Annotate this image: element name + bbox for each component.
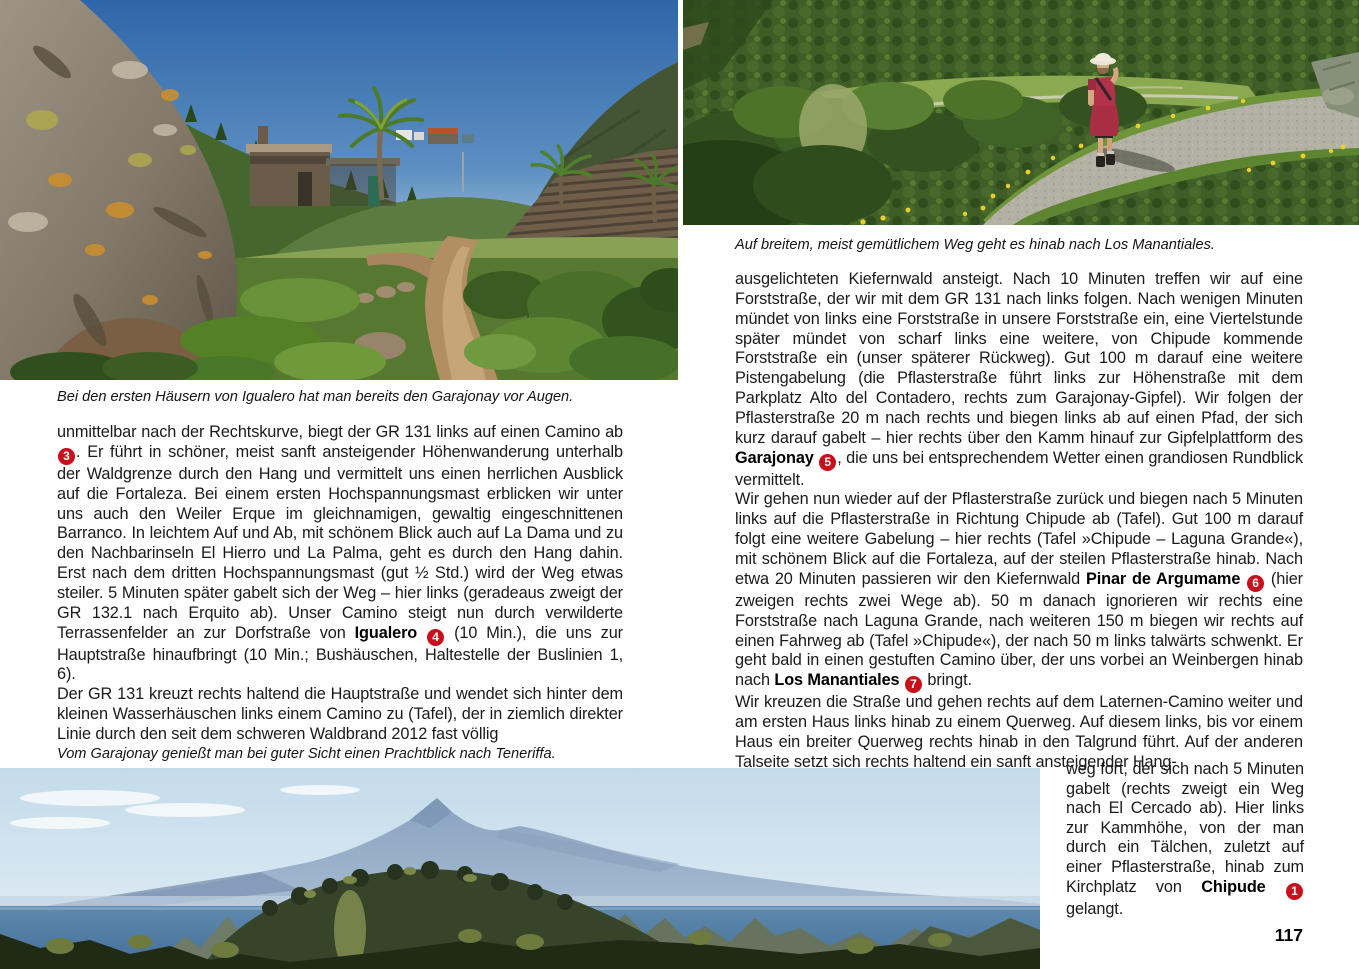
paragraph-route-igualero bbox=[57, 423, 623, 685]
photo-igualero-trail bbox=[0, 0, 678, 380]
left-text-column bbox=[57, 423, 623, 745]
body-text: (10 Min.), die uns zur Hauptstraße hinaufbringt (10 Min.; Bushäuschen, Haltestelle der Buslinien 1, 6). bbox=[57, 623, 623, 684]
body-text: Wir gehen nun wieder auf der Pflasterstraße zurück und biegen nach 5 Minuten links auf die Pflasterstraße in Richtung Chipude ab (Tafel). Gut 100 m darauf folgt eine weitere Gabelung – hier rechts (Tafel »Chipude – Laguna Grande«), mit schönem Blick auf die Fortaleza, auf der steilen Pflasterstraße hinab. Nach etwa 20 Minuten passieren wir den Kiefernwald bbox=[735, 490, 1303, 588]
body-text: gelangt. bbox=[1066, 899, 1124, 918]
place-name: Pinar de Argumame bbox=[1085, 569, 1247, 588]
place-name: Chipude bbox=[1201, 877, 1285, 896]
route-marker-7: 7 bbox=[905, 676, 922, 693]
caption-top-left: Bei den ersten Häusern von Igualero hat man bereits den Garajonay vor Augen. bbox=[57, 389, 574, 405]
place-name: Igualero bbox=[354, 623, 427, 642]
page-number: 117 bbox=[1274, 925, 1303, 945]
body-text: (hier zweigen rechts zwei Wege ab). 50 m danach ignorieren wir rechts eine Forststraße nach Laguna Grande, nach weiteren 150 m biegen wir rechts auf einen Fahrweg ab (Tafel »Chipude«), der nach 50 m links talwärts schwenkt. Er geht bald in einen gestuften Camino über, der uns vorbei an Weinbergen hinab nach bbox=[735, 569, 1304, 690]
paragraph-gr131-crossing bbox=[57, 685, 623, 745]
photo-teneriffa-panorama bbox=[0, 768, 1040, 969]
body-text: ausgelichteten Kiefernwald ansteigt. Nach 10 Minuten treffen wir auf eine Forststraße, der wir mit dem GR 131 nach links folgen. Nach wenigen Minuten mündet von links eine Forststraße in unsere Forststraße ein, eine Viertelstunde später mündet von scharf links eine weitere, von Chipude kommende Forststraße ein (unser späterer Rückweg). Gut 100 m darauf eine weitere Pistengabelung (die Pflasterstraße führt links zur Höhenstraße mit dem Parkplatz Alto del Contadero, rechts zum Garajonay-Gipfel). Wir folgen der Pflasterstraße 20 m nach rechts und biegen links ab auf einen Pfad, der sich kurz darauf gabelt – hier rechts über den Kamm hinauf zur Gipfelplattform des bbox=[735, 270, 1303, 447]
route-marker-5: 5 bbox=[819, 454, 836, 471]
body-text: , die uns bei entsprechendem Wetter einen grandiosen Rundblick vermittelt. bbox=[735, 448, 1303, 489]
body-text: bringt. bbox=[922, 671, 972, 690]
right-text-column bbox=[735, 270, 1303, 773]
caption-top-right: Auf breitem, meist gemütlichem Weg geht es hinab nach Los Manantiales. bbox=[735, 237, 1215, 253]
body-text: Wir kreuzen die Straße und gehen rechts auf dem Laternen-Camino weiter und am ersten Haus links hinab zu einem Querweg. Auf diesem links, bis vor einem Haus ein breiter Querweg rechts hinab in den Talgrund führt. Auf der anderen Talseite setzt sich rechts haltend ein sanft ansteigender Hang- bbox=[735, 693, 1303, 771]
photo-hiker-road bbox=[683, 0, 1359, 225]
body-text: . Er führt in schöner, meist sanft ansteigender Höhenwanderung unterhalb der Waldgrenze durch den Hang und vermittelt uns einen herrlichen Ausblick auf die Fortaleza. Bei einem ersten Hochspannungsmast erblicken wir unter uns auch den Weiler Erque im gleichnamigen, gewaltig eingeschnittenen Barranco. In leichtem Auf und Ab, mit schönem Blick auch auf La Dama und zu den Nachbarinseln El Hierro und La Palma, geht es durch den Hang dahin. Erst nach dem dritten Hochspannungsmast (gut ½ Std.) wird der Weg etwas steiler. 5 Minuten später gabelt sich der Weg – hier links (geradeaus zweigt der GR 132.1 nach Erquito ab). Unser Camino steigt nun durch verwilderte Terrassenfelder an zur Dorfstraße von bbox=[57, 442, 623, 642]
body-text: Der GR 131 kreuzt rechts haltend die Hauptstraße und wendet sich hinter dem kleinen Wasserhäuschen links einem Camino zu (Tafel), der in ziemlich direkter Linie durch den seit dem schweren Waldbrand 2012 fast völlig bbox=[57, 685, 623, 743]
route-marker-4: 4 bbox=[427, 629, 444, 646]
place-name: Garajonay bbox=[735, 448, 819, 467]
caption-bottom: Vom Garajonay genießt man bei guter Sicht einen Prachtblick nach Teneriffa. bbox=[57, 746, 556, 762]
route-marker-6: 6 bbox=[1247, 575, 1264, 592]
body-text: weg fort, der sich nach 5 Minuten gabelt (rechts zweigt ein Weg nach El Cercado ab). Hier links zur Kammhöhe, von der man durch ein Tälchen, zuletzt auf einer Pflasterstraße, hinab zum Kirchplatz von bbox=[1066, 760, 1304, 896]
paragraph-garajonay-ascent bbox=[735, 270, 1303, 490]
route-marker-3: 3 bbox=[58, 448, 75, 465]
body-text: unmittelbar nach der Rechtskurve, biegt der GR 131 links auf einen Camino ab bbox=[57, 423, 623, 441]
paragraph-descent-manantiales bbox=[735, 490, 1303, 693]
paragraph-chipude-finish bbox=[1066, 760, 1304, 919]
place-name: Los Manantiales bbox=[774, 671, 904, 690]
route-marker-1: 1 bbox=[1286, 883, 1303, 900]
continuation-text-block bbox=[1066, 760, 1304, 919]
